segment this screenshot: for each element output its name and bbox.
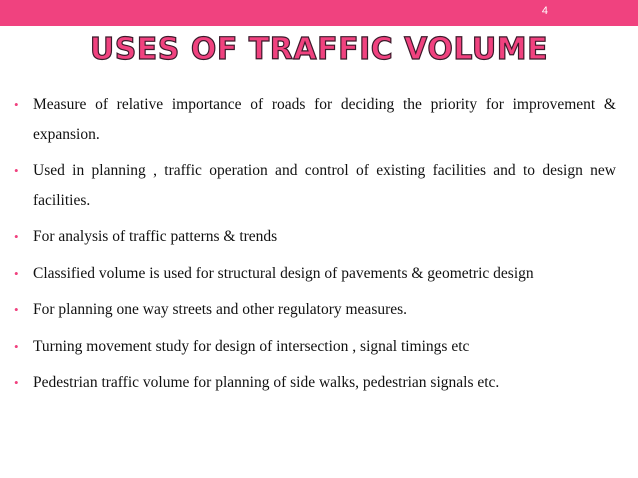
bullet-dot-icon: • — [14, 229, 19, 244]
bullet-item — [14, 368, 616, 398]
bullet-text: For planning one way streets and other regulatory measures. — [33, 301, 408, 318]
bullet-text: Classified volume is used for structural design of pavements & geometric design — [33, 264, 534, 282]
bullet-dot-icon: • — [14, 302, 19, 317]
bullet-list — [14, 90, 616, 405]
header-bar — [0, 0, 638, 26]
bullet-dot-icon: • — [14, 265, 19, 281]
bullet-item — [14, 332, 616, 362]
bullet-item — [14, 295, 616, 325]
bullet-text: Pedestrian traffic volume for planning of side walks, pedestrian signals etc. — [33, 374, 500, 391]
bullet-item — [14, 156, 616, 215]
bullet-dot-icon: • — [14, 97, 19, 112]
bullet-item — [14, 259, 616, 289]
bullet-text: Used in planning , traffic operation and control of existing facilities and to design new facilities. — [33, 162, 616, 209]
bullet-item — [14, 222, 616, 252]
page-number: 4 — [541, 5, 548, 17]
bullet-text: For analysis of traffic patterns & trends — [33, 228, 278, 245]
bullet-dot-icon: • — [14, 375, 19, 390]
bullet-dot-icon: • — [14, 163, 19, 178]
bullet-item — [14, 90, 616, 149]
bullet-dot-icon: • — [14, 338, 19, 354]
bullet-text: Measure of relative importance of roads for deciding the priority for improvement & expansion. — [33, 96, 616, 143]
slide-title: USES OF TRAFFIC VOLUME — [89, 32, 549, 67]
bullet-text: Turning movement study for design of intersection , signal timings etc — [33, 337, 470, 355]
